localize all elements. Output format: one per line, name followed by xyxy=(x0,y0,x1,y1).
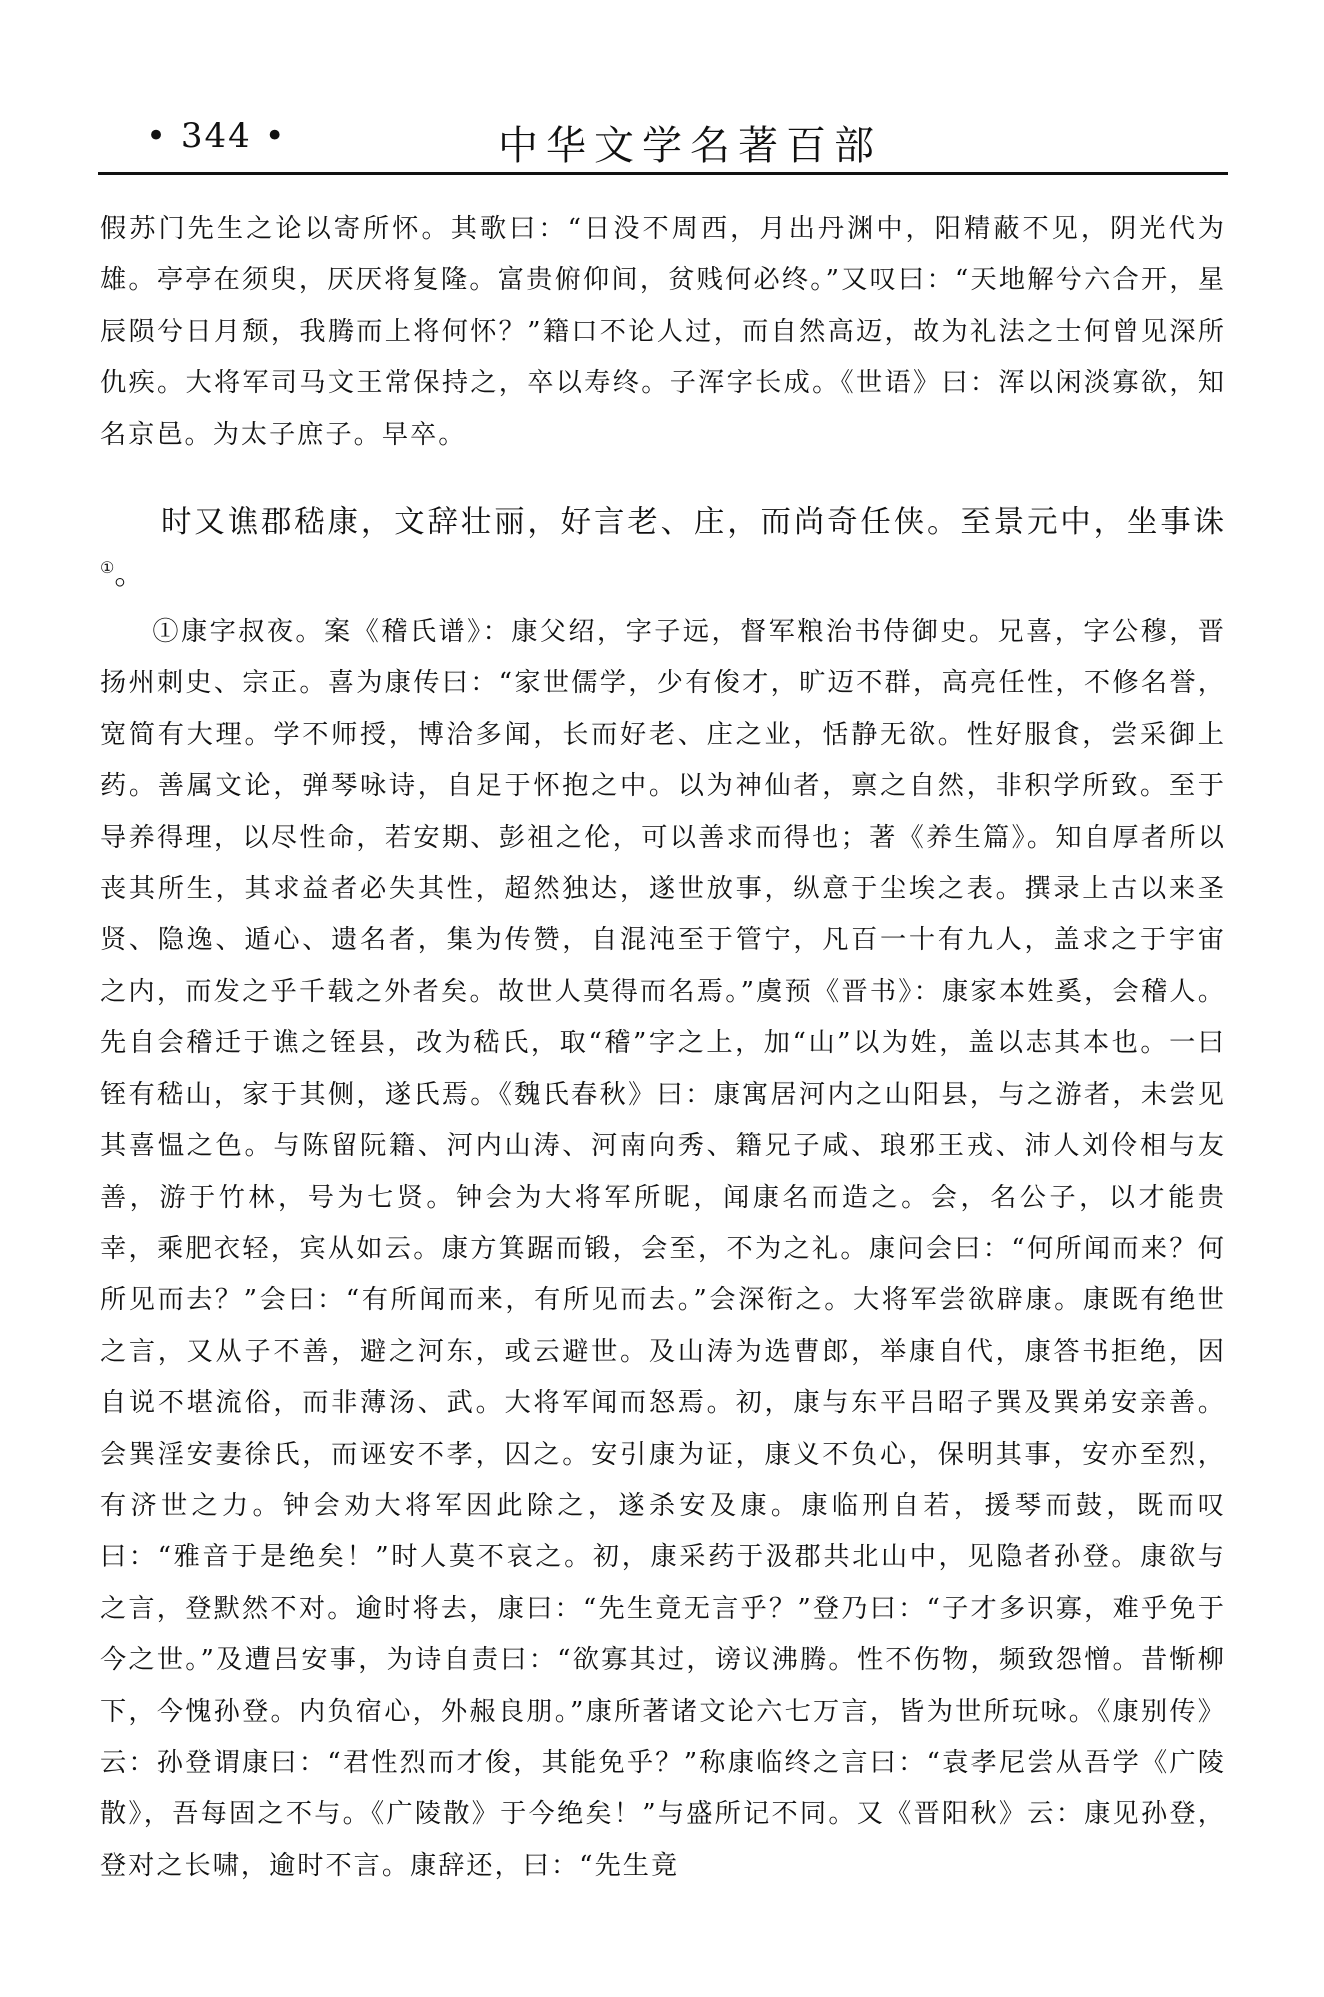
commentary-paragraph: 假苏门先生之论以寄所怀。其歌曰：“日没不周西，月出丹渊中，阳精蔽不见，阴光代为雄。亭亭在须臾，厌厌将复隆。富贵俯仰间，贫贱何必终。”又叹曰：“天地解兮六合开，星辰陨兮日月颓，我腾而上将何怀？”籍口不论人过，而自然高迈，故为礼法之士何曾见深所仇疾。大将军司马文王常保持之，卒以寿终。子浑字长成。《世语》曰：浑以闲淡寡欲，知名京邑。为太子庶子。早卒。 xyxy=(100,214,1226,450)
page-number: • 344 • xyxy=(146,116,287,156)
page-body xyxy=(100,204,1226,1892)
header-divider xyxy=(98,172,1228,175)
main-text-ending: 。 xyxy=(114,557,147,593)
footnote-marker: ① xyxy=(100,557,115,577)
book-title: 中华文学名著百部 xyxy=(498,123,882,169)
annotation-paragraph: ①康字叔夜。案《稽氏谱》：康父绍，字子远，督军粮治书侍御史。兄喜，字公穆，晋扬州刺史、宗正。喜为康传曰：“家世儒学，少有俊才，旷迈不群，高亮任性，不修名誉，宽简有大理。学不师授，博洽多闻，长而好老、庄之业，恬静无欲。性好服食，尝采御上药。善属文论，弹琴咏诗，自足于怀抱之中。以为神仙者，禀之自然，非积学所致。至于导养得理，以尽性命，若安期、彭祖之伦，可以善求而得也；著《养生篇》。知自厚者所以丧其所生，其求益者必失其性，超然独达，遂世放事，纵意于尘埃之表。撰录上古以来圣贤、隐逸、遁心、遗名者，集为传赞，自混沌至于管宁，凡百一十有九人，盖求之于宇宙之内，而发之乎千载之外者矣。故世人莫得而名焉。”虞预《晋书》：康家本姓奚，会稽人。先自会稽迁于谯之铚县，改为嵇氏，取“稽”字之上，加“山”以为姓，盖以志其本也。一曰铚有嵇山，家于其侧，遂氏焉。《魏氏春秋》曰：康寓居河内之山阳县，与之游者，未尝见其喜愠之色。与陈留阮籍、河内山涛、河南向秀、籍兄子咸、琅邪王戎、沛人刘伶相与友善，游于竹林，号为七贤。钟会为大将军所昵，闻康名而造之。会，名公子，以才能贵幸，乘肥衣轻，宾从如云。康方箕踞而锻，会至，不为之礼。康问会曰：“何所闻而来？何所见而去？”会曰：“有所闻而来，有所见而去。”会深衔之。大将军尝欲辟康。康既有绝世之言，又从子不善，避之河东，或云避世。及山涛为选曹郎，举康自代，康答书拒绝，因自说不堪流俗，而非薄汤、武。大将军闻而怒焉。初，康与东平吕昭子巽及巽弟安亲善。会巽淫安妻徐氏，而诬安不孝，囚之。安引康为证，康义不负心，保明其事，安亦至烈，有济世之力。钟会劝大将军因此除之，遂杀安及康。康临刑自若，援琴而鼓，既而叹曰：“雅音于是绝矣！”时人莫不哀之。初，康采药于汲郡共北山中，见隐者孙登。康欲与之言，登默然不对。逾时将去，康曰：“先生竟无言乎？”登乃曰：“子才多识寡，难乎免于今之世。”及遭吕安事，为诗自责曰：“欲寡其过，谤议沸腾。性不伤物，频致怨憎。昔惭柳下，今愧孙登。内负宿心，外赧良朋。”康所著诸文论六七万言，皆为世所玩咏。《康别传》云：孙登谓康曰：“君性烈而才俊，其能免乎？”称康临终之言曰：“袁孝尼尝从吾学《广陵散》，吾每固之不与。《广陵散》于今绝矣！”与盛所记不同。又《晋阳秋》云：康见孙登，登对之长啸，逾时不言。康辞还，曰：“先生竟 xyxy=(100,617,1226,1881)
main-text-paragraph xyxy=(100,497,1226,601)
main-text-body: 时又谯郡嵇康，文辞壮丽，好言老、庄，而尚奇任侠。至景元中，坐事诛 xyxy=(161,505,1226,541)
page-header xyxy=(98,108,1228,172)
